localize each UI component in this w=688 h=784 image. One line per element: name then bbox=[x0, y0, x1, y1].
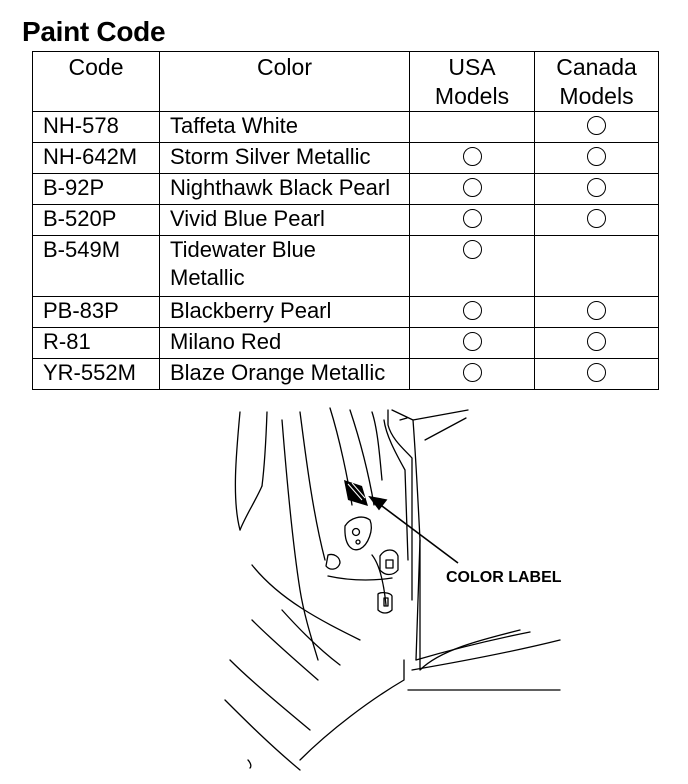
canada-availability-cell bbox=[535, 297, 659, 328]
color-name-line1: Taffeta White bbox=[170, 113, 298, 138]
color-name-line1: Blaze Orange Metallic bbox=[170, 360, 386, 385]
available-circle-icon bbox=[463, 147, 482, 166]
canada-availability-cell bbox=[535, 143, 659, 174]
table-header-row bbox=[33, 52, 659, 112]
paint-code-cell: NH-642M bbox=[33, 143, 160, 174]
color-name-cell bbox=[160, 205, 410, 236]
color-label-patch bbox=[344, 480, 368, 506]
header-canada-models: Canada Models bbox=[535, 52, 659, 112]
available-circle-icon bbox=[463, 178, 482, 197]
paint-code-cell: B-92P bbox=[33, 174, 160, 205]
usa-availability-cell bbox=[410, 328, 535, 359]
color-name-cell bbox=[160, 112, 410, 143]
color-name-line1: Tidewater Blue bbox=[170, 237, 316, 262]
color-label-text: COLOR LABEL bbox=[446, 569, 562, 586]
usa-availability-cell bbox=[410, 174, 535, 205]
header-color: Color bbox=[160, 52, 410, 112]
table-row bbox=[33, 328, 659, 359]
canada-availability-cell bbox=[535, 112, 659, 143]
color-name-line1: Storm Silver Metallic bbox=[170, 144, 371, 169]
paint-code-table bbox=[32, 51, 659, 390]
paint-code-cell: YR-552M bbox=[33, 359, 160, 390]
color-name-line1: Milano Red bbox=[170, 329, 282, 354]
canada-availability-cell bbox=[535, 236, 659, 297]
paint-code-cell: B-520P bbox=[33, 205, 160, 236]
available-circle-icon bbox=[463, 240, 482, 259]
table-row bbox=[33, 143, 659, 174]
usa-availability-cell bbox=[410, 359, 535, 390]
table-row bbox=[33, 297, 659, 328]
table-row bbox=[33, 236, 659, 297]
usa-availability-cell bbox=[410, 297, 535, 328]
paint-code-cell: R-81 bbox=[33, 328, 160, 359]
color-name-cell bbox=[160, 297, 410, 328]
color-name-cell bbox=[160, 328, 410, 359]
available-circle-icon bbox=[587, 301, 606, 320]
table-row bbox=[33, 174, 659, 205]
available-circle-icon bbox=[587, 209, 606, 228]
callout-arrow bbox=[370, 497, 458, 563]
usa-availability-cell bbox=[410, 112, 535, 143]
header-usa-models: USA Models bbox=[410, 52, 535, 112]
canada-availability-cell bbox=[535, 174, 659, 205]
canada-availability-cell bbox=[535, 359, 659, 390]
available-circle-icon bbox=[463, 332, 482, 351]
header-code: Code bbox=[33, 52, 160, 112]
color-name-line1: Vivid Blue Pearl bbox=[170, 206, 325, 231]
available-circle-icon bbox=[587, 147, 606, 166]
color-name-line1: Nighthawk Black Pearl bbox=[170, 175, 391, 200]
paint-code-cell: B-549M bbox=[33, 236, 160, 297]
available-circle-icon bbox=[463, 363, 482, 382]
paint-code-cell: NH-578 bbox=[33, 112, 160, 143]
available-circle-icon bbox=[587, 178, 606, 197]
table-row bbox=[33, 112, 659, 143]
color-name-line2: Metallic bbox=[170, 265, 245, 290]
usa-availability-cell bbox=[410, 205, 535, 236]
color-name-cell bbox=[160, 359, 410, 390]
usa-availability-cell bbox=[410, 143, 535, 174]
available-circle-icon bbox=[587, 363, 606, 382]
available-circle-icon bbox=[463, 209, 482, 228]
paint-code-cell: PB-83P bbox=[33, 297, 160, 328]
color-name-cell bbox=[160, 236, 410, 297]
color-name-line1: Blackberry Pearl bbox=[170, 298, 332, 323]
canada-availability-cell bbox=[535, 328, 659, 359]
available-circle-icon bbox=[587, 116, 606, 135]
usa-availability-cell bbox=[410, 236, 535, 297]
table-row bbox=[33, 359, 659, 390]
available-circle-icon bbox=[587, 332, 606, 351]
page-title: Paint Code bbox=[22, 16, 166, 47]
canada-availability-cell bbox=[535, 205, 659, 236]
color-name-cell bbox=[160, 143, 410, 174]
table-row bbox=[33, 205, 659, 236]
available-circle-icon bbox=[463, 301, 482, 320]
color-name-cell bbox=[160, 174, 410, 205]
